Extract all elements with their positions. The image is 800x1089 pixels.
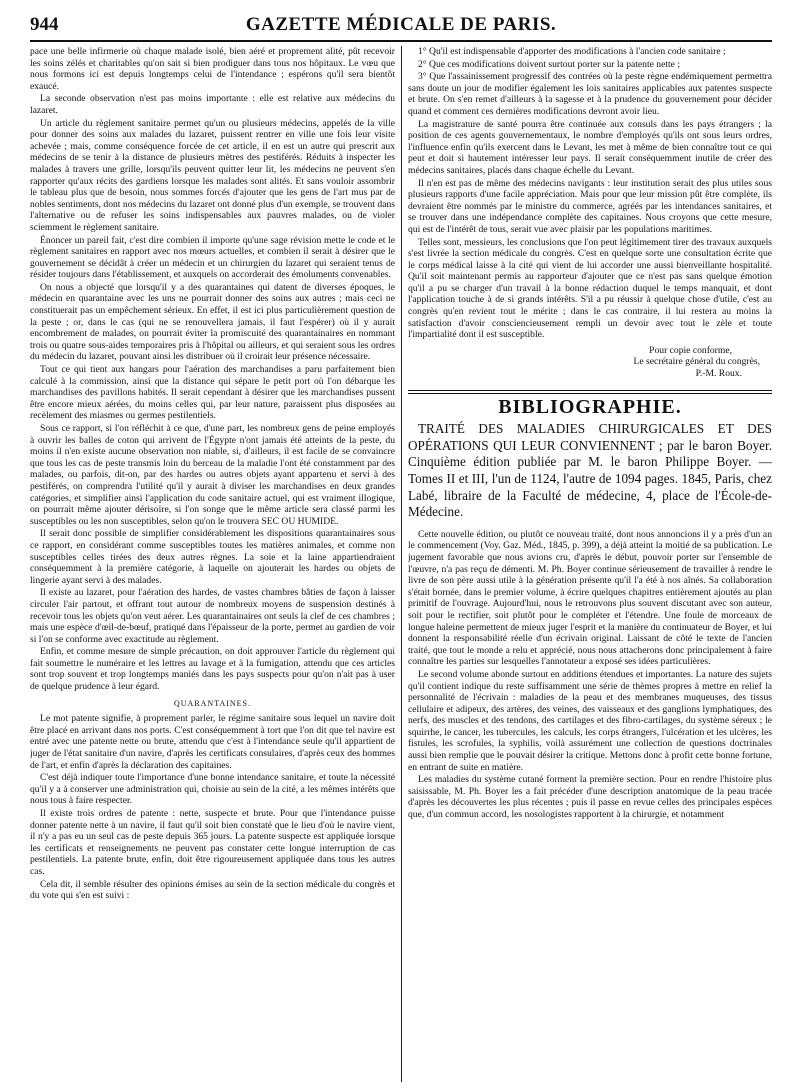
page-number: 944	[30, 14, 59, 35]
paragraph: Le second volume abonde surtout en additions étendues et importantes. La nature des sujets qu'il contient indique du reste suffisamment une série de thèmes propres à mettre en relief la personnalité de l'écrivain : maladies de la peau et des membranes muqueuses, des tissus cellulaire et adipeux, des artères, des veines, des vaisseaux et des ganglions lymphatiques, des nerfs, des muscles et des tendons, des cartilages et des fibro-cartilages, du système séreux ; le squirrhe, le cancer, les tubercules, les calculs, les corps étrangers, l'ulcération et les ulcères, les fistules, les scrofules, la syphilis, voilà assurément une collection de questions doctrinales aussi bien remplie que le pouvait désirer la critique. Mettons donc à profit cette bonne fortune, en entrant de suite en matière.	[408, 668, 772, 773]
paragraph: Cela dit, il semble résulter des opinions émises au sein de la section médicale du congrès et du vote qui s'en est suivi :	[30, 878, 395, 902]
paragraph: Énoncer un pareil fait, c'est dire combien il importe qu'une sage révision mette le code et le règlement sanitaires en rapport avec nos mœurs actuelles, et combien il serait à désirer que le gouvernement se décidât à créer un médecin et un chirurgien du lazaret qui seraient tenus de résider toujours dans l'établissement, et auxquels on accorderait des émoluments convenables.	[30, 234, 395, 281]
paragraph: Le mot patente signifie, à proprement parler, le régime sanitaire sous lequel un navire doit être placé en arrivant dans nos ports. C'est conséquemment à tort que l'on dit que tel navire est entré avec une patente nette ou brute, attendu que c'est à l'intendance seule qu'il appartient de juger de l'état sanitaire d'un navire, d'après les certificats consulaires, d'après ceux des hommes de l'art, et enfin d'après la déclaration des capitaines.	[30, 713, 395, 771]
section-heading: QUARANTAINES.	[173, 698, 252, 708]
list-item: 1° Qu'il est indispensable d'apporter des modifications à l'ancien code sanitaire ;	[418, 46, 726, 57]
paragraph: Il existe trois ordres de patente : nette, suspecte et brute. Pour que l'intendance puisse donner patente nette à un navire, il faut qu'il soit bien constaté que le lieu d'où le navire vient, il n'y a pas eu un seul cas de peste depuis 365 jours. La patente suspecte est appliquée lorsque les certificats et renseignements ne peuvent pas constater cette longue interruption de cas pestilentiels. La patente brute, enfin, doit être rigoureusement appliquée dans tous les autres cas.	[30, 808, 395, 877]
paragraph: C'est déjà indiquer toute l'importance d'une bonne intendance sanitaire, et toute la nécessité qu'il y a à conserver une administration qui, choisie au sein de la cité, a les mêmes intérêts que nous tous à faire respecter.	[30, 772, 395, 807]
column-divider	[401, 46, 402, 1082]
double-rule	[408, 390, 772, 394]
paragraph: Les maladies du système cutané forment la première section. Pour en rendre l'histoire plus saisissable, M. Ph. Boyer les a fait précéder d'une description anatomique de la peau tracée d'après les découvertes les plus récentes ; puis il passe en revue celles des principales espèces que, d'un commun accord, les nosologistes rapportent à la chirurgie, et notamment	[408, 774, 772, 821]
journal-title: GAZETTE MÉDICALE DE PARIS.	[245, 14, 557, 35]
book-title: TRAITÉ DES MALADIES CHIRURGICALES ET DES OPÉRATIONS QUI LEUR CONVIENNENT ; par le baron Boyer. Cinquième édition publiée par M. le baron Philippe Boyer. — Tomes II et III, l'un de 1124, l'autre de 1094 pages. 1845, Paris, chez Labé, libraire de la Faculté de médecine, 4, place de l'École-de-Médecine.	[408, 421, 772, 520]
paragraph: Telles sont, messieurs, les conclusions que l'on peut légitimement tirer des travaux auxquels s'est livrée la section médicale du congrès. C'est en quelque sorte une consultation écrite que le corps médical laisse à la cité qui vient de lui accorder une aussi bienveillante hospitalité. Qu'il soit maintenant permis au rapporteur d'ajouter que ce n'est pas sans quelque émotion qu'il a pu se charger d'un travail à la bonne rédaction duquel le temps manquait, et dont l'application touche à de si grands intérêts. S'il a pu réussir à quelque chose d'utile, c'est au congrès qu'en revient tout le mérite ; dans le cas contraire, il lui restera au moins la satisfaction d'avoir consciencieusement rempli un devoir avec tout le zèle et toute l'impartialité dont il est susceptible.	[408, 236, 772, 341]
paragraph: pace une belle infirmerie où chaque malade isolé, bien aéré et proprement alité, pût recevoir les soins zélés et charitables qu'on sait si bien prodiguer dans tous nos hôpitaux. Le vœu que nous formons ici est depuis longtemps celui de l'intendance ; espérons qu'il sera bientôt exaucé.	[30, 46, 395, 92]
paragraph: Enfin, et comme mesure de simple précaution, on doit approuver l'article du règlement qui fait soumettre le numéraire et les lettres au lavage et à la fumigation, attendu que ces articles sont trop souvent et trop longtemps maniés dans les pays suspects pour qu'on n'ait pas à user de quelque prudence à leur égard.	[30, 646, 395, 693]
paragraph: Il serait donc possible de simplifier considérablement les dispositions quarantainaires sous ce rapport, en considérant comme susceptibles toutes les matières animales, et comme non susceptibles celles tirées des deux autres règnes. La soie et la laine appartiendraient conséquemment à la première catégorie, à laquelle on ajouterait les hardes ou objets de lingerie ayant servi à des malades.	[30, 528, 395, 586]
paragraph: Il n'en est pas de même des médecins navigants : leur institution serait des plus utiles sous plusieurs rapports d'une facile appréciation. Mais pour que leur mission pût être complète, ils devraient être nommés par le ministre du commerce, agréés par les intendances sanitaires, et se trouver dans une indépendance complète des capitaines. Nous croyons que cette mesure, qui est de l'intérêt de tous, serait vue avec plaisir par les populations maritimes.	[408, 177, 772, 235]
signature-copy: Pour copie conforme,	[649, 344, 732, 356]
paragraph: Tout ce qui tient aux hangars pour l'aération des marchandises a paru parfaitement bien calculé à la commission, ainsi que la distance qui sépare le petit port où l'on débarque les marchandises des pavillons habités. Il serait cependant à désirer que les marchandises pussent être encore mieux aérées, du moins celles qui, par leur nature, paraissent plus disposées au recèlement des miasmes ou germes pestilentiels.	[30, 364, 395, 422]
paragraph: Il existe au lazaret, pour l'aération des hardes, de vastes chambres bâties de façon à laisser circuler l'air partout, et offrant tout autour de nombreux moyens de suspension destinés à recevoir tous les objets qu'on veut aérer. Les quarantainaires ont seuls la clef de ces chambres ; mais une espèce d'œil-de-bœuf, pratiqué dans l'épaisseur de la porte, permet au gardien de voir si l'on se conforme avec exactitude au règlement.	[30, 587, 395, 645]
paragraph: La seconde observation n'est pas moins importante : elle est relative aux médecins du lazaret.	[30, 93, 395, 116]
left-column	[30, 46, 395, 1082]
paragraph: Un article du règlement sanitaire permet qu'un ou plusieurs médecins, appelés de la ville pour donner des soins aux malades du lazaret, puissent rentrer en ville une fois leur visite achevée ; mais, comme conséquence forcée de cet article, il en est un autre qui prescrit aux médecins de se tenir à la distance de plusieurs mètres des pestiférés. Réduits à inspecter les malades à travers une grille, lorsqu'ils peuvent quitter leur lit, les médecins ne peuvent s'en rapporter qu'aux récits des gardiens lorsque les malades sont alités. Et sans vouloir assombrir le tableau plus que de besoin, nous sommes forcés d'ajouter que les gens de l'art mus par de nobles sentiments, dont nos médecins du lazaret ont donné plus d'un exemple, se trouvent dans l'alternative ou de refuser les soins indispensables aux pauvres malades, ou de violer sciemment le règlement sanitaire.	[30, 117, 395, 233]
signature-role: Le secrétaire général du congrès,	[633, 356, 760, 368]
paragraph: Sous ce rapport, si l'on réfléchit à ce que, d'une part, les nombreux gens de peine employés à ouvrir les balles de coton qui arrivent de l'Égypte n'ont jamais été atteints de la peste, du moins il n'en existe aucune observation non niable, si, d'ailleurs, il est facile de se convaincre que tous les cas de peste transmis loin du berceau de la maladie l'ont été constamment par des malades, ou parfois, dit-on, par des hardes ou autres objets ayant appartenu et servi à des pestiférés, on comprendra l'utilité qu'il y aurait à diviser les marchandises en deux grandes catégories, et simplifier ainsi l'application du code sanitaire actuel, qui est vraiment illogique, on pourrait même ajouter dérisoire, si l'on songe que le même article sera classé parmi les susceptibles ou les non susceptibles, selon qu'on le trouvera SEC OU HUMIDE.	[30, 423, 395, 527]
list-item: 2° Que ces modifications doivent surtout porter sur la patente nette ;	[418, 58, 680, 70]
paragraph: On nous a objecté que lorsqu'il y a des quarantaines qui datent de diverses époques, le médecin en quarantaine avec les uns ne pourrait donner des soins aux autres ; mais ceci ne constituerait pas un empêchement sérieux. En effet, il est ici plus particulièrement question de la peste ; or, dans le cas (qui ne se renouvellera jamais, il faut l'espérer) où il y aurait encombrement de malades, on pourrait éviter la promiscuité des quarantainaires en nommant trois ou quatre sous-aides temporaires pris à l'hôpital ou ailleurs, et qui seraient sous les ordres du médecin du lazaret, pouvant ainsi les distribuer où il croirait leur présence nécessaire.	[30, 281, 395, 363]
page-header	[30, 14, 772, 42]
paragraph: Cette nouvelle édition, ou plutôt ce nouveau traité, dont nous annoncions il y a près d'un an le commencement (Voy. Gaz. Méd., 1845, p. 399), a déjà atteint la moitié de sa publication. Le jugement favorable que nous avions cru, d'après le début, pouvoir porter sur l'ensemble de l'œuvre, n'a pas reçu de démenti. M. Ph. Boyer continue sérieusement de travailler à rendre le livre de son père aussi utile à la génération présente qu'il l'a été à nos aînés. Sa collaboration s'était bornée, dans le premier volume, à écrire quelques chapitres entièrement ajoutés au plan primitif de l'ouvrage. Aujourd'hui, nous le retrouvons plus souvent discutant avec son auteur, soit pour le rectifier, soit plutôt pour le compléter et l'étendre. Une foule de morceaux de longue haleine permettent de mieux juger l'esprit et la manière du continuateur de Boyer, et lui donnent la responsabilité réelle d'un écrivain original. Laissant de côté le texte de l'ancien traité, que tout le monde a relu et apprécié, nous nous attacherons donc principalement à faire connaître les parties sur lesquelles l'annotateur a exposé ses idées particulières.	[408, 528, 772, 668]
bibliography-heading: BIBLIOGRAPHIE.	[498, 395, 682, 418]
paragraph: La magistrature de santé pourra être continuée aux consuls dans les pays étrangers ; la position de ces agents gouvernementaux, le nombre d'employés qu'ils ont sous leurs ordres, l'influence enfin qu'ils exercent dans le Levant, les met à même de bien connaître tout ce qui peut et doit si hautement intéresser leur pays. Il serait conséquemment inutile de créer des médecins sanitaires, placés dans chaque échelle du Levant.	[408, 118, 772, 176]
signature-name: P.-M. Roux.	[695, 368, 742, 380]
list-item: 3° Que l'assainissement progressif des contrées où la peste règne endémiquement permettra sans doute un jour de modifier également les lois sanitaires applicables aux patentes suspecte et brute. On s'en remet d'ailleurs à la sagesse et à la prudence du gouvernement pour décider quand et comment ces dernières modifications devront avoir lieu.	[408, 71, 772, 117]
right-column	[408, 46, 772, 1082]
